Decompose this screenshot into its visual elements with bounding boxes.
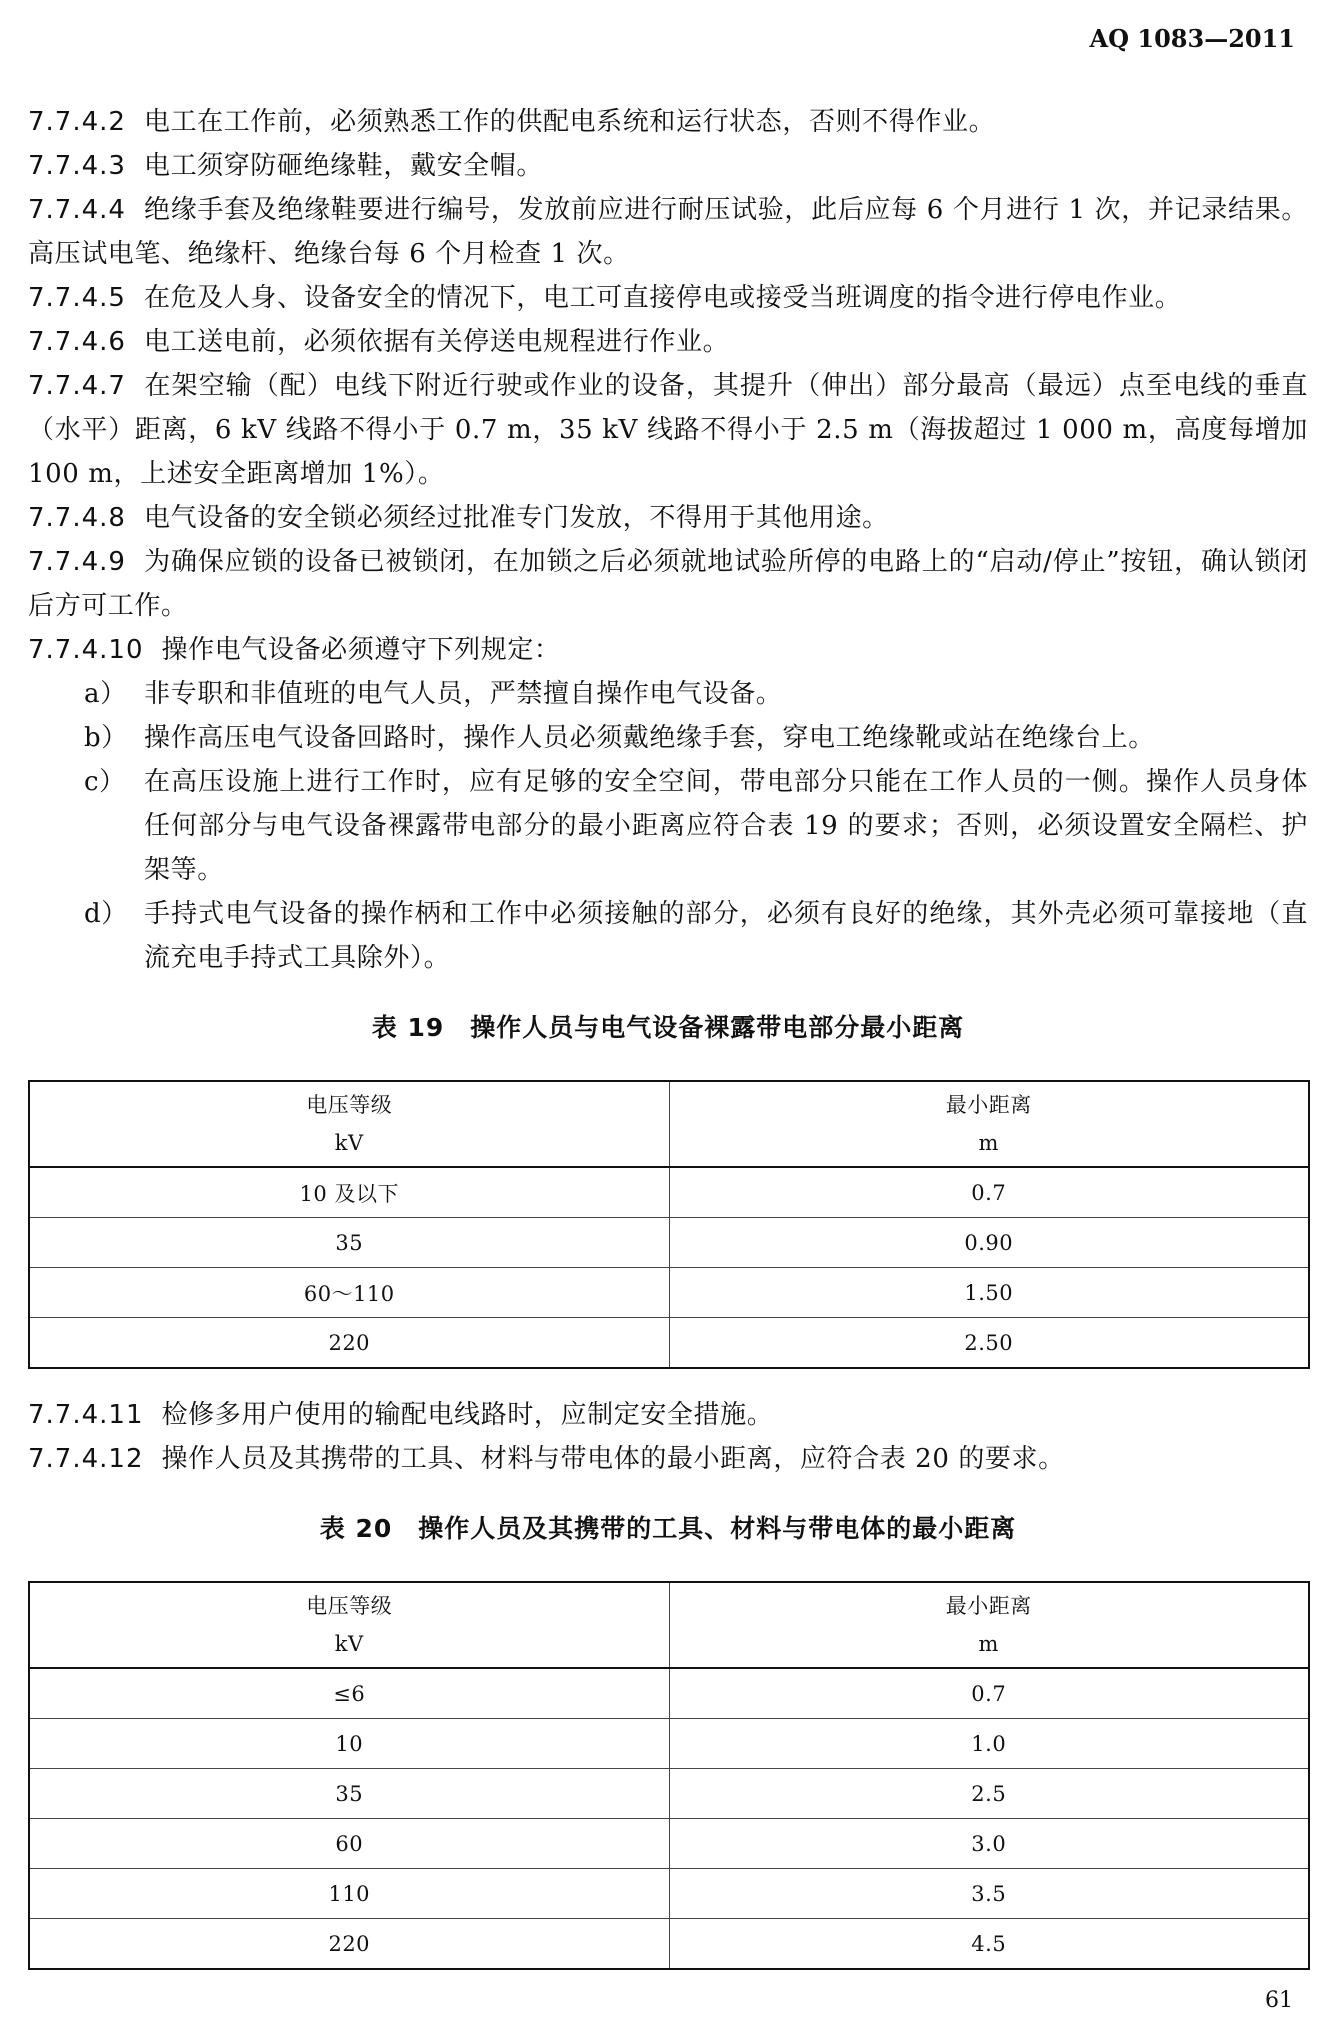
voltage-header [29, 1582, 669, 1668]
clause-number: 7.7.4.8 [28, 503, 126, 533]
clause-number: 7.7.4.2 [28, 107, 126, 137]
table-row [29, 1819, 1309, 1869]
table-row [29, 1668, 1309, 1719]
distance-cell: 0.90 [669, 1218, 1309, 1268]
header-label: 最小距离 [945, 1594, 1032, 1618]
clause-text: 为确保应锁的设备已被锁闭，在加锁之后必须就地试验所停的电路上的“启动/停止”按钮，确认锁闭后方可工作。 [28, 547, 1308, 621]
clause-7-7-4-12 [28, 1437, 1308, 1481]
distance-cell: 1.50 [669, 1268, 1309, 1318]
clause-7-7-4-5 [28, 276, 1308, 320]
clause-text: 电气设备的安全锁必须经过批准专门发放，不得用于其他用途。 [143, 503, 889, 533]
list-label: d） [84, 899, 128, 929]
paragraphs-top [28, 100, 1308, 672]
clause-text: 绝缘手套及绝缘鞋要进行编号，发放前应进行耐压试验，此后应每 6 个月进行 1 次，并记录结果。高压试电笔、绝缘杆、绝缘台每 6 个月检查 1 次。 [28, 195, 1308, 269]
paragraphs-mid [28, 1393, 1308, 1481]
list-label: b） [84, 723, 128, 753]
distance-header [669, 1081, 1309, 1167]
clause-text: 电工在工作前，必须熟悉工作的供配电系统和运行状态，否则不得作业。 [143, 107, 996, 137]
distance-cell: 2.50 [669, 1318, 1309, 1369]
table-19-caption: 表 19 操作人员与电气设备裸露带电部分最小距离 [371, 1013, 965, 1042]
clause-text: 操作人员及其携带的工具、材料与带电体的最小距离，应符合表 20 的要求。 [161, 1444, 1065, 1474]
clause-7-7-4-2 [28, 100, 1308, 144]
list-item [28, 716, 1308, 760]
clause-7-7-4-10 [28, 628, 1308, 672]
clause-text: 检修多用户使用的输配电线路时，应制定安全措施。 [161, 1400, 774, 1430]
clause-number: 7.7.4.6 [28, 327, 126, 357]
clause-text: 在架空输（配）电线下附近行驶或作业的设备，其提升（伸出）部分最高（最远）点至电线的垂直（水平）距离，6 kV 线路不得小于 0.7 m，35 kV 线路不得小于 2.5 m（海拔超过 1 000 m，高度每增加 100 m，上述安全距离增加 1%）。 [28, 371, 1308, 489]
list-text: 操作高压电气设备回路时，操作人员必须戴绝缘手套，穿电工绝缘靴或站在绝缘台上。 [144, 723, 1155, 753]
list-text: 非专职和非值班的电气人员，严禁擅自操作电气设备。 [144, 679, 783, 709]
clause-7-7-4-9 [28, 540, 1308, 628]
list-label: c） [84, 767, 126, 797]
clause-number: 7.7.4.10 [28, 635, 144, 665]
header-label: 电压等级 [306, 1093, 393, 1117]
voltage-cell: 60 [29, 1819, 669, 1869]
table-row [29, 1769, 1309, 1819]
voltage-header [29, 1081, 669, 1167]
voltage-cell: ≤6 [29, 1668, 669, 1719]
header-unit: kV [334, 1632, 364, 1656]
list-label: a） [84, 679, 127, 709]
clause-7-7-4-3 [28, 144, 1308, 188]
header-label: 电压等级 [306, 1594, 393, 1618]
table-row [29, 1719, 1309, 1769]
voltage-cell: 220 [29, 1919, 669, 1970]
table-header-row [29, 1081, 1309, 1167]
voltage-cell: 35 [29, 1218, 669, 1268]
clause-text: 在危及人身、设备安全的情况下，电工可直接停电或接受当班调度的指令进行停电作业。 [143, 283, 1182, 313]
list-text: 手持式电气设备的操作柄和工作中必须接触的部分，必须有良好的绝缘，其外壳必须可靠接地（直流充电手持式工具除外）。 [144, 899, 1308, 973]
table-20-caption: 表 20 操作人员及其携带的工具、材料与带电体的最小距离 [319, 1514, 1017, 1543]
table-row [29, 1268, 1309, 1318]
list-item [28, 672, 1308, 716]
distance-cell: 1.0 [669, 1719, 1309, 1769]
clause-text: 操作电气设备必须遵守下列规定： [161, 635, 561, 665]
header-unit: kV [334, 1131, 364, 1155]
clause-7-7-4-7 [28, 364, 1308, 496]
voltage-cell: 10 [29, 1719, 669, 1769]
voltage-cell: 60～110 [29, 1268, 669, 1318]
header-unit: m [978, 1131, 999, 1155]
page-number: 61 [1265, 1988, 1293, 2013]
table-row [29, 1869, 1309, 1919]
table-row [29, 1218, 1309, 1268]
clause-number: 7.7.4.9 [28, 547, 126, 577]
list-item [28, 892, 1308, 980]
clause-text: 电工送电前，必须依据有关停送电规程进行作业。 [143, 327, 730, 357]
rule-list [28, 672, 1308, 980]
table-row [29, 1167, 1309, 1218]
clause-number: 7.7.4.11 [28, 1400, 144, 1430]
clause-7-7-4-4 [28, 188, 1308, 276]
distance-cell: 2.5 [669, 1769, 1309, 1819]
clause-7-7-4-8 [28, 496, 1308, 540]
distance-cell: 0.7 [669, 1668, 1309, 1719]
distance-header [669, 1582, 1309, 1668]
distance-cell: 0.7 [669, 1167, 1309, 1218]
header-label: 最小距离 [945, 1093, 1032, 1117]
table-header-row [29, 1582, 1309, 1668]
table-row [29, 1919, 1309, 1970]
clause-number: 7.7.4.3 [28, 151, 126, 181]
page-content [28, 100, 1308, 1970]
standard-code: AQ 1083—2011 [1089, 24, 1295, 53]
clause-7-7-4-6 [28, 320, 1308, 364]
clause-7-7-4-11 [28, 1393, 1308, 1437]
list-text: 在高压设施上进行工作时，应有足够的安全空间，带电部分只能在工作人员的一侧。操作人员身体任何部分与电气设备裸露带电部分的最小距离应符合表 19 的要求；否则，必须设置安全隔栏、护架等。 [144, 767, 1308, 885]
distance-cell: 3.0 [669, 1819, 1309, 1869]
voltage-cell: 10 及以下 [29, 1167, 669, 1218]
table-19 [28, 1080, 1310, 1369]
distance-cell: 3.5 [669, 1869, 1309, 1919]
voltage-cell: 35 [29, 1769, 669, 1819]
list-item [28, 760, 1308, 892]
header-unit: m [978, 1632, 999, 1656]
clause-number: 7.7.4.12 [28, 1444, 144, 1474]
table-20 [28, 1581, 1310, 1970]
voltage-cell: 220 [29, 1318, 669, 1369]
distance-cell: 4.5 [669, 1919, 1309, 1970]
table-row [29, 1318, 1309, 1369]
clause-number: 7.7.4.5 [28, 283, 126, 313]
clause-text: 电工须穿防砸绝缘鞋，戴安全帽。 [143, 151, 543, 181]
voltage-cell: 110 [29, 1869, 669, 1919]
clause-number: 7.7.4.4 [28, 195, 126, 225]
clause-number: 7.7.4.7 [28, 371, 126, 401]
